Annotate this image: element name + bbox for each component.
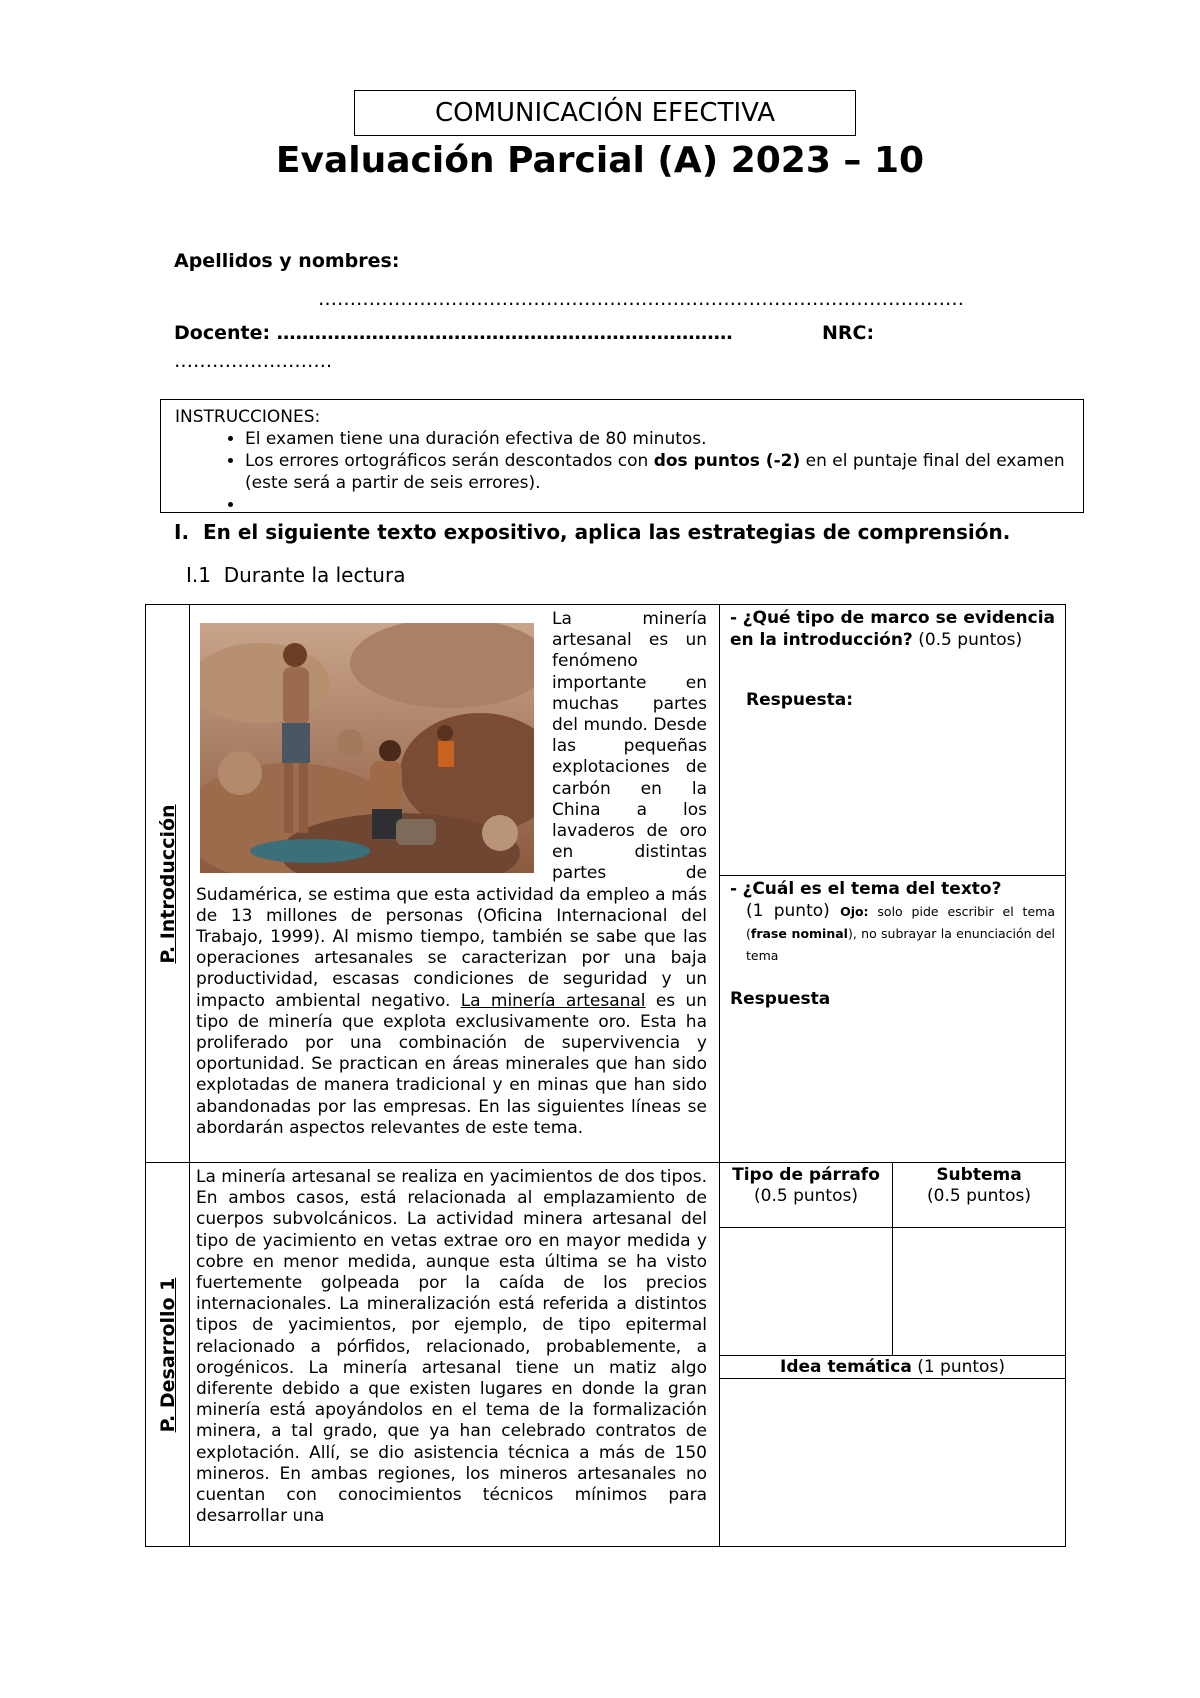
nrc-field[interactable]: ……………………. (174, 350, 333, 372)
intro-label: P. Introducción (156, 803, 179, 964)
dev1-row (146, 1163, 1066, 1547)
subsection-heading (186, 563, 405, 587)
instruction-text: El examen tiene una duración efectiva de 80 minutos. (245, 429, 707, 449)
subtopic-points: (0.5 puntos) (927, 1186, 1031, 1206)
q2-question: ¿Cuál es el tema del texto? (742, 879, 1002, 899)
q1-answer-area[interactable] (730, 711, 1055, 831)
subsection-number: I.1 (186, 563, 211, 587)
intro-text: La minería artesanal es un fenómeno importante en muchas partes del mundo. Desde las pequeñas explotaciones de carbón en la China a los lavaderos de oro en distintas partes de Sudamérica, se estima que esta actividad da empleo a más de 13 millones de personas (Oficina Internacional del Trabajo, 1999). Al mismo tiempo, también se sabe que las operaciones artesanales se caracterizan por una baja productividad, escasas condiciones de seguridad y un impacto ambiental negativo. (196, 609, 707, 1011)
mining-photo (200, 623, 534, 873)
nrc-label: NRC: (822, 322, 875, 344)
intro-text-continued: es un tipo de minería que explota exclusivamente oro. Esta ha proliferado por una combinación de supervivencia y oportunidad. Se practican en áreas minerales que han sido explotadas de manera tradicional y en minas que han sido abandonadas por las empresas. En las siguientes líneas se abordarán aspectos relevantes de este tema. (196, 990, 707, 1138)
paragraph-type-answer[interactable] (720, 1227, 893, 1355)
instructions-title: INSTRUCCIONES: (175, 407, 321, 427)
question-frame (720, 605, 1065, 876)
instruction-text: en el puntaje final del examen (este será a partir de seis errores). (245, 451, 1065, 493)
paragraph-type-label: Tipo de párrafo (732, 1165, 880, 1185)
q1-answer-label: Respuesta: (746, 690, 854, 710)
exam-title: Evaluación Parcial (A) 2023 – 10 (275, 140, 925, 181)
thematic-idea-header (720, 1355, 1065, 1378)
q2-note-ojo: Ojo: (840, 904, 869, 919)
course-title: COMUNICACIÓN EFECTIVA (434, 98, 776, 128)
dev1-text: La minería artesanal se realiza en yacimientos de dos tipos. En ambos casos, está relacionada al emplazamiento de cuerpos subvolcánicos. La actividad minera artesanal del tipo de yacimiento en vetas extrae oro en mayor medida y cobre en menor medida, aunque esta última se ha visto fuertemente golpeada por la caída de los precios internacionales. La mineralización está referida a distintos tipos de yacimientos, por ejemplo, de tipo epitermal relacionado a pórfidos, relacionado, probablemente, a orogénicos. La minería artesanal tiene un matiz algo diferente debido a que existen lugares en donde la gran minería está apoyándolos en el tema de la formalización minera, a tal grado, que ya han celebrado contratos de explotación. Allí, se dio asistencia técnica a más de 150 mineros. En ambas regiones, los mineros artesanales no cuentan con conocimientos técnicos mínimos para desarrollar una (196, 1167, 707, 1527)
instruction-bold: dos puntos (-2) (653, 451, 801, 471)
intro-label-cell (146, 605, 190, 1163)
instructions-box (160, 399, 1084, 513)
dev1-answer-table (720, 1163, 1065, 1544)
dev1-label-cell (146, 1163, 190, 1547)
section-heading (174, 520, 1010, 544)
q2-answer-label: Respuesta (730, 989, 831, 1009)
name-field[interactable]: ………………………………………………………………………………………… (318, 288, 964, 310)
course-title-box (354, 90, 856, 136)
subsection-title: Durante la lectura (223, 563, 406, 587)
teacher-label[interactable]: Docente: ……………………………………………………………… (174, 322, 733, 344)
instruction-item-empty (245, 494, 1069, 516)
intro-row (146, 605, 1066, 1163)
thematic-idea-answer[interactable] (720, 1378, 1065, 1544)
instruction-text: Los errores ortográficos serán descontados con (245, 451, 654, 471)
section-number: I. (174, 520, 190, 544)
question-topic (720, 876, 1065, 1132)
q1-points: (0.5 puntos) (912, 630, 1023, 650)
dev1-text-cell (190, 1163, 720, 1547)
dev1-label: P. Desarrollo 1 (156, 1277, 179, 1432)
q2-note-text: solo pide escribir el tema ( (746, 904, 1055, 941)
subtopic-header (893, 1163, 1066, 1227)
section-title: En el siguiente texto expositivo, aplica las estrategias de comprensión. (202, 520, 1011, 544)
q2-dash: - (730, 879, 738, 899)
intro-questions-cell (720, 605, 1066, 1163)
paragraph-type-points: (0.5 puntos) (754, 1186, 858, 1206)
thematic-idea-points: (1 puntos) (911, 1356, 1005, 1377)
name-label: Apellidos y nombres: (174, 250, 400, 272)
reading-table (145, 604, 1066, 1547)
instruction-item (245, 450, 1069, 494)
subtopic-label: Subtema (936, 1165, 1022, 1185)
q2-note-bold: frase nominal (750, 926, 848, 941)
instruction-item (245, 428, 1069, 450)
q2-answer-area[interactable] (730, 1010, 1055, 1130)
instructions-list (175, 428, 1069, 516)
thematic-idea-label: Idea temática (780, 1356, 912, 1377)
q1-question: ¿Qué tipo de marco se evidencia en la introducción? (730, 608, 1055, 650)
dev1-questions-cell (720, 1163, 1066, 1547)
intro-text-cell (190, 605, 720, 1163)
paragraph-type-header (720, 1163, 893, 1227)
subtopic-answer[interactable] (893, 1227, 1066, 1355)
intro-underlined-text: La minería artesanal (460, 990, 646, 1011)
q2-points: (1 punto) (746, 901, 841, 921)
q2-note-text-end: ), no subrayar la enunciación del tema (746, 926, 1055, 963)
q1-dash: - (730, 608, 738, 628)
